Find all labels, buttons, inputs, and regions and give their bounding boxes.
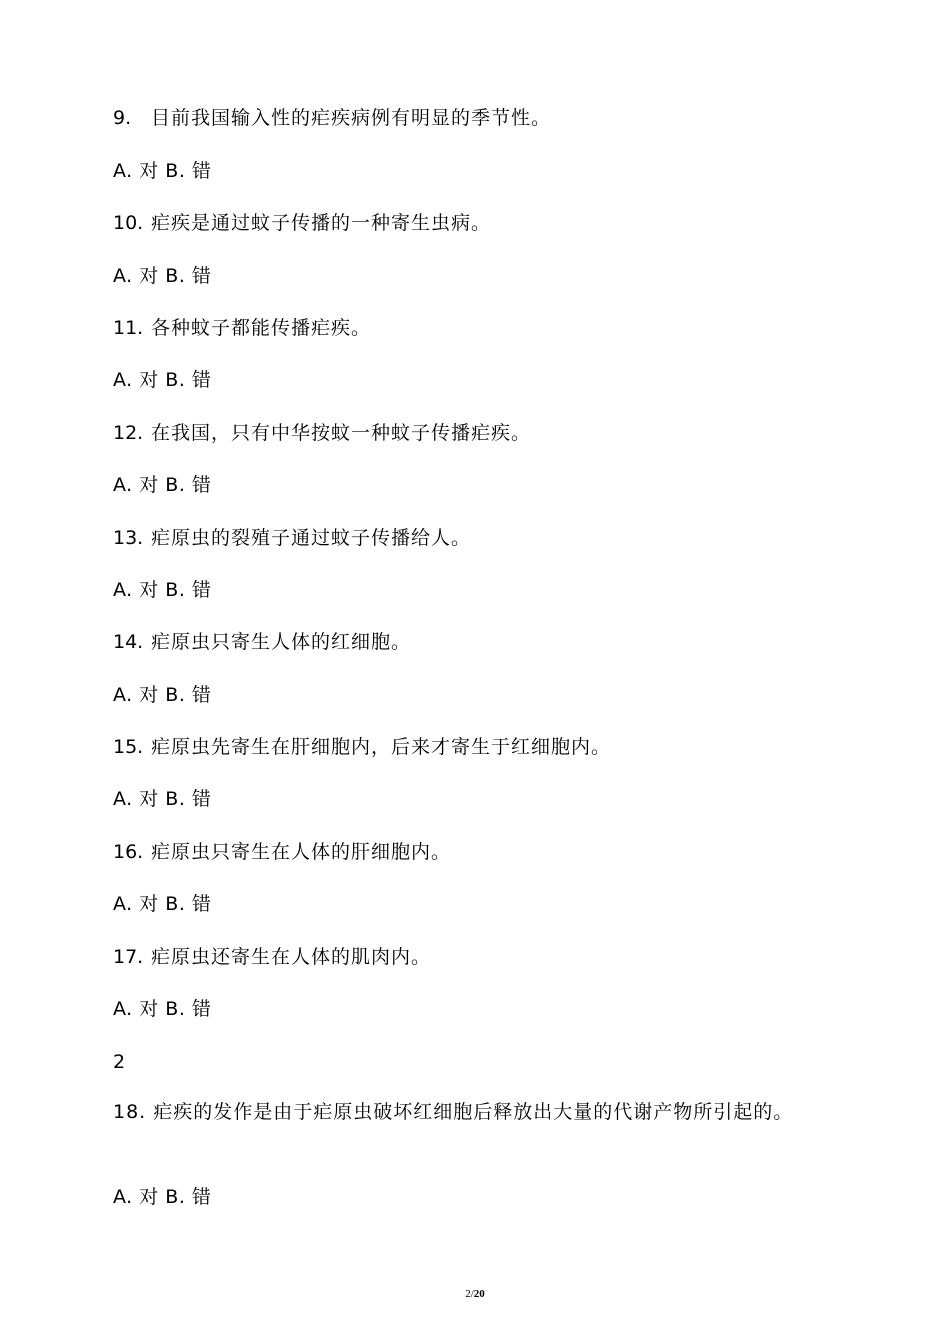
question-18 bbox=[68, 1095, 838, 1130]
answer-options: A. 对 B. 错 bbox=[113, 160, 212, 182]
question-number: 17. bbox=[113, 946, 144, 968]
answer-options: A. 对 B. 错 bbox=[113, 265, 212, 287]
question-number: 13. bbox=[113, 527, 144, 549]
question-number: 11. bbox=[113, 317, 144, 339]
question-text: 各种蚊子都能传播疟疾。 bbox=[151, 317, 372, 339]
answer-options: A. 对 B. 错 bbox=[113, 893, 212, 915]
answer-options: A. 对 B. 错 bbox=[113, 998, 212, 1020]
question-number: 15. bbox=[113, 736, 144, 758]
question-12 bbox=[113, 421, 531, 445]
question-text: 疟疾的发作是由于疟原虫破坏红细胞后释放出大量的代谢产物所引起的。 bbox=[153, 1101, 794, 1123]
question-text: 疟疾是通过蚊子传播的一种寄生虫病。 bbox=[151, 212, 492, 234]
question-text: 疟原虫先寄生在肝细胞内，后来才寄生于红细胞内。 bbox=[151, 736, 612, 758]
question-number: 9. bbox=[113, 107, 132, 129]
question-text: 疟原虫还寄生在人体的肌肉内。 bbox=[151, 946, 432, 968]
answer-options: A. 对 B. 错 bbox=[113, 1186, 212, 1208]
question-11 bbox=[113, 316, 371, 340]
question-number: 12. bbox=[113, 422, 144, 444]
section-marker: 2 bbox=[113, 1051, 126, 1073]
question-10 bbox=[113, 211, 491, 235]
question-15 bbox=[113, 735, 611, 759]
total-pages: 20 bbox=[473, 1288, 485, 1300]
answer-options: A. 对 B. 错 bbox=[113, 369, 212, 391]
question-14 bbox=[113, 630, 411, 654]
question-number: 10. bbox=[113, 212, 144, 234]
question-16 bbox=[113, 840, 451, 864]
answer-options: A. 对 B. 错 bbox=[113, 684, 212, 706]
question-17 bbox=[113, 945, 431, 969]
question-9 bbox=[113, 106, 551, 130]
page-separator: / bbox=[470, 1288, 474, 1300]
answer-options: A. 对 B. 错 bbox=[113, 579, 212, 601]
question-number: 14. bbox=[113, 631, 144, 653]
question-13 bbox=[113, 526, 471, 550]
question-number: 16. bbox=[113, 841, 144, 863]
current-page: 2 bbox=[465, 1288, 471, 1300]
question-text: 在我国，只有中华按蚊一种蚊子传播疟疾。 bbox=[151, 422, 532, 444]
page-number bbox=[0, 1288, 950, 1300]
question-text: 疟原虫的裂殖子通过蚊子传播给人。 bbox=[151, 527, 472, 549]
question-number: 18. bbox=[113, 1101, 147, 1123]
question-text: 目前我国输入性的疟疾病例有明显的季节性。 bbox=[151, 107, 552, 129]
answer-options: A. 对 B. 错 bbox=[113, 474, 212, 496]
question-text: 疟原虫只寄生在人体的肝细胞内。 bbox=[151, 841, 452, 863]
question-text: 疟原虫只寄生人体的红细胞。 bbox=[151, 631, 412, 653]
answer-options: A. 对 B. 错 bbox=[113, 788, 212, 810]
